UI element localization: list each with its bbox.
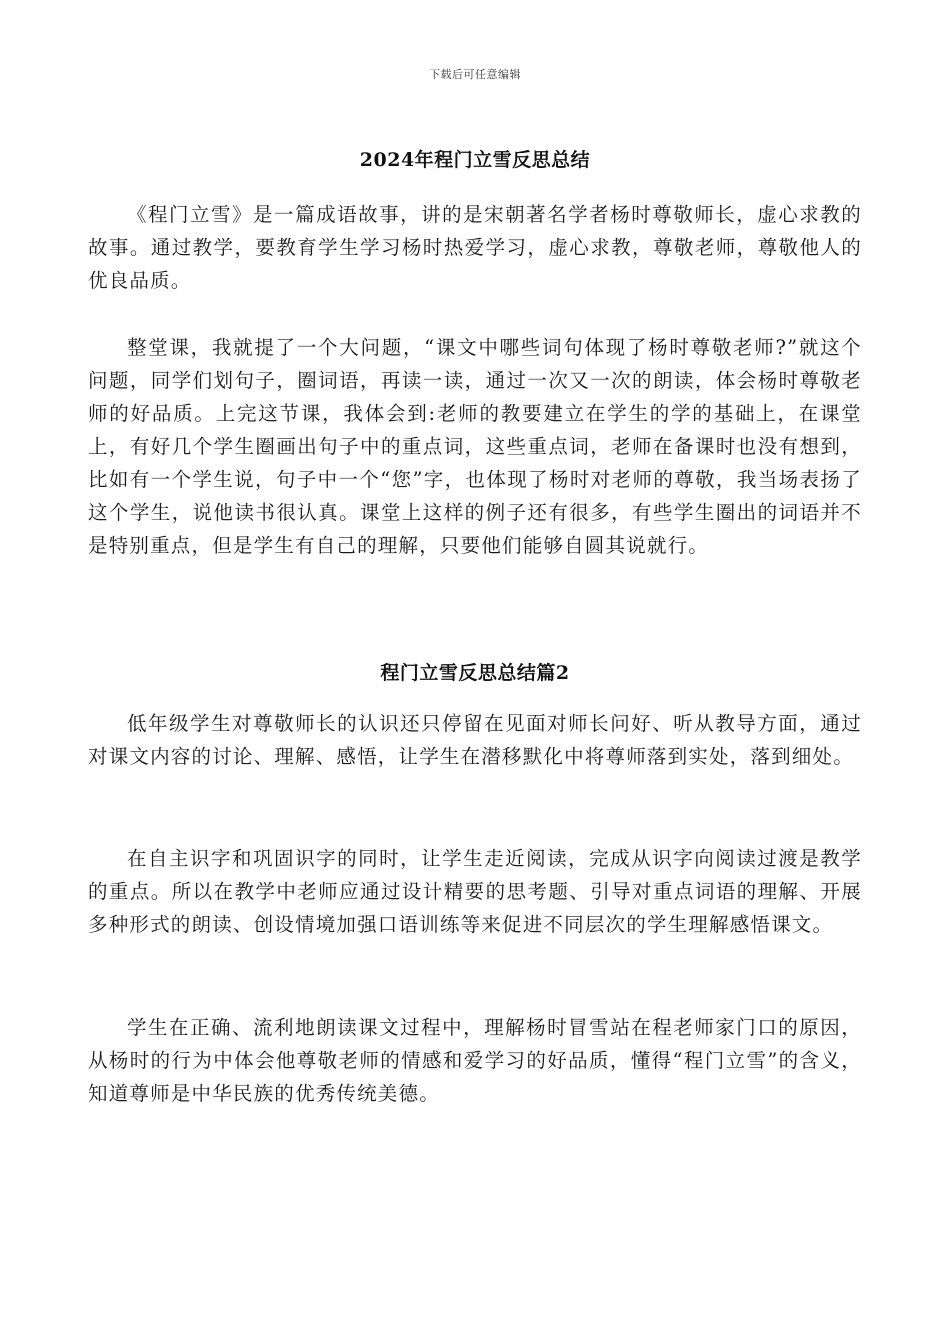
paragraph-1: 《程门立雪》是一篇成语故事，讲的是宋朝著名学者杨时尊敬师长，虚心求教的故事。通过教学，要教育学生学习杨时热爱学习，虚心求教，尊敬老师，尊敬他人的优良品质。 [88,203,862,292]
document-title: 2024年程门立雪反思总结 [359,149,591,171]
section-2-title: 程门立雪反思总结篇2 [380,662,570,684]
header-note: 下载后可任意编辑 [429,68,521,81]
paragraph-2: 整堂课，我就提了一个大问题，“课文中哪些词句体现了杨时尊敬老师?”就这个问题，同学们划句子，圈词语，再读一读，通过一次又一次的朗读，体会杨时尊敬老师的好品质。上完这节课，我体会到:老师的教要建立在学生的学的基础上，在课堂上，有好几个学生圈画出句子中的重点词，这些重点词，老师在备课时也没有想到，比如有一个学生说，句子中一个“您”字，也体现了杨时对老师的尊敬，我当场表扬了这个学生，说他读书很认真。课堂上这样的例子还有很多，有些学生圈出的词语并不是特别重点，但是学生有自己的理解，只要他们能够自圆其说就行。 [88,336,862,557]
section-2-paragraph-2: 在自主识字和巩固识字的同时，让学生走近阅读，完成从识字向阅读过渡是教学的重点。所以在教学中老师应通过设计精要的思考题、引导对重点词语的理解、开展多种形式的朗读、创设情境加强口语训练等来促进不同层次的学生理解感悟课文。 [88,847,862,936]
section-2-paragraph-3: 学生在正确、流利地朗读课文过程中，理解杨时冒雪站在程老师家门口的原因，从杨时的行为中体会他尊敬老师的情感和爱学习的好品质，懂得“程门立雪”的含义，知道尊师是中华民族的优秀传统美德。 [88,1016,862,1105]
section-2-paragraph-1: 低年级学生对尊敬师长的认识还只停留在见面对师长问好、听从教导方面，通过对课文内容的讨论、理解、感悟，让学生在潜移默化中将尊师落到实处，落到细处。 [88,712,862,768]
